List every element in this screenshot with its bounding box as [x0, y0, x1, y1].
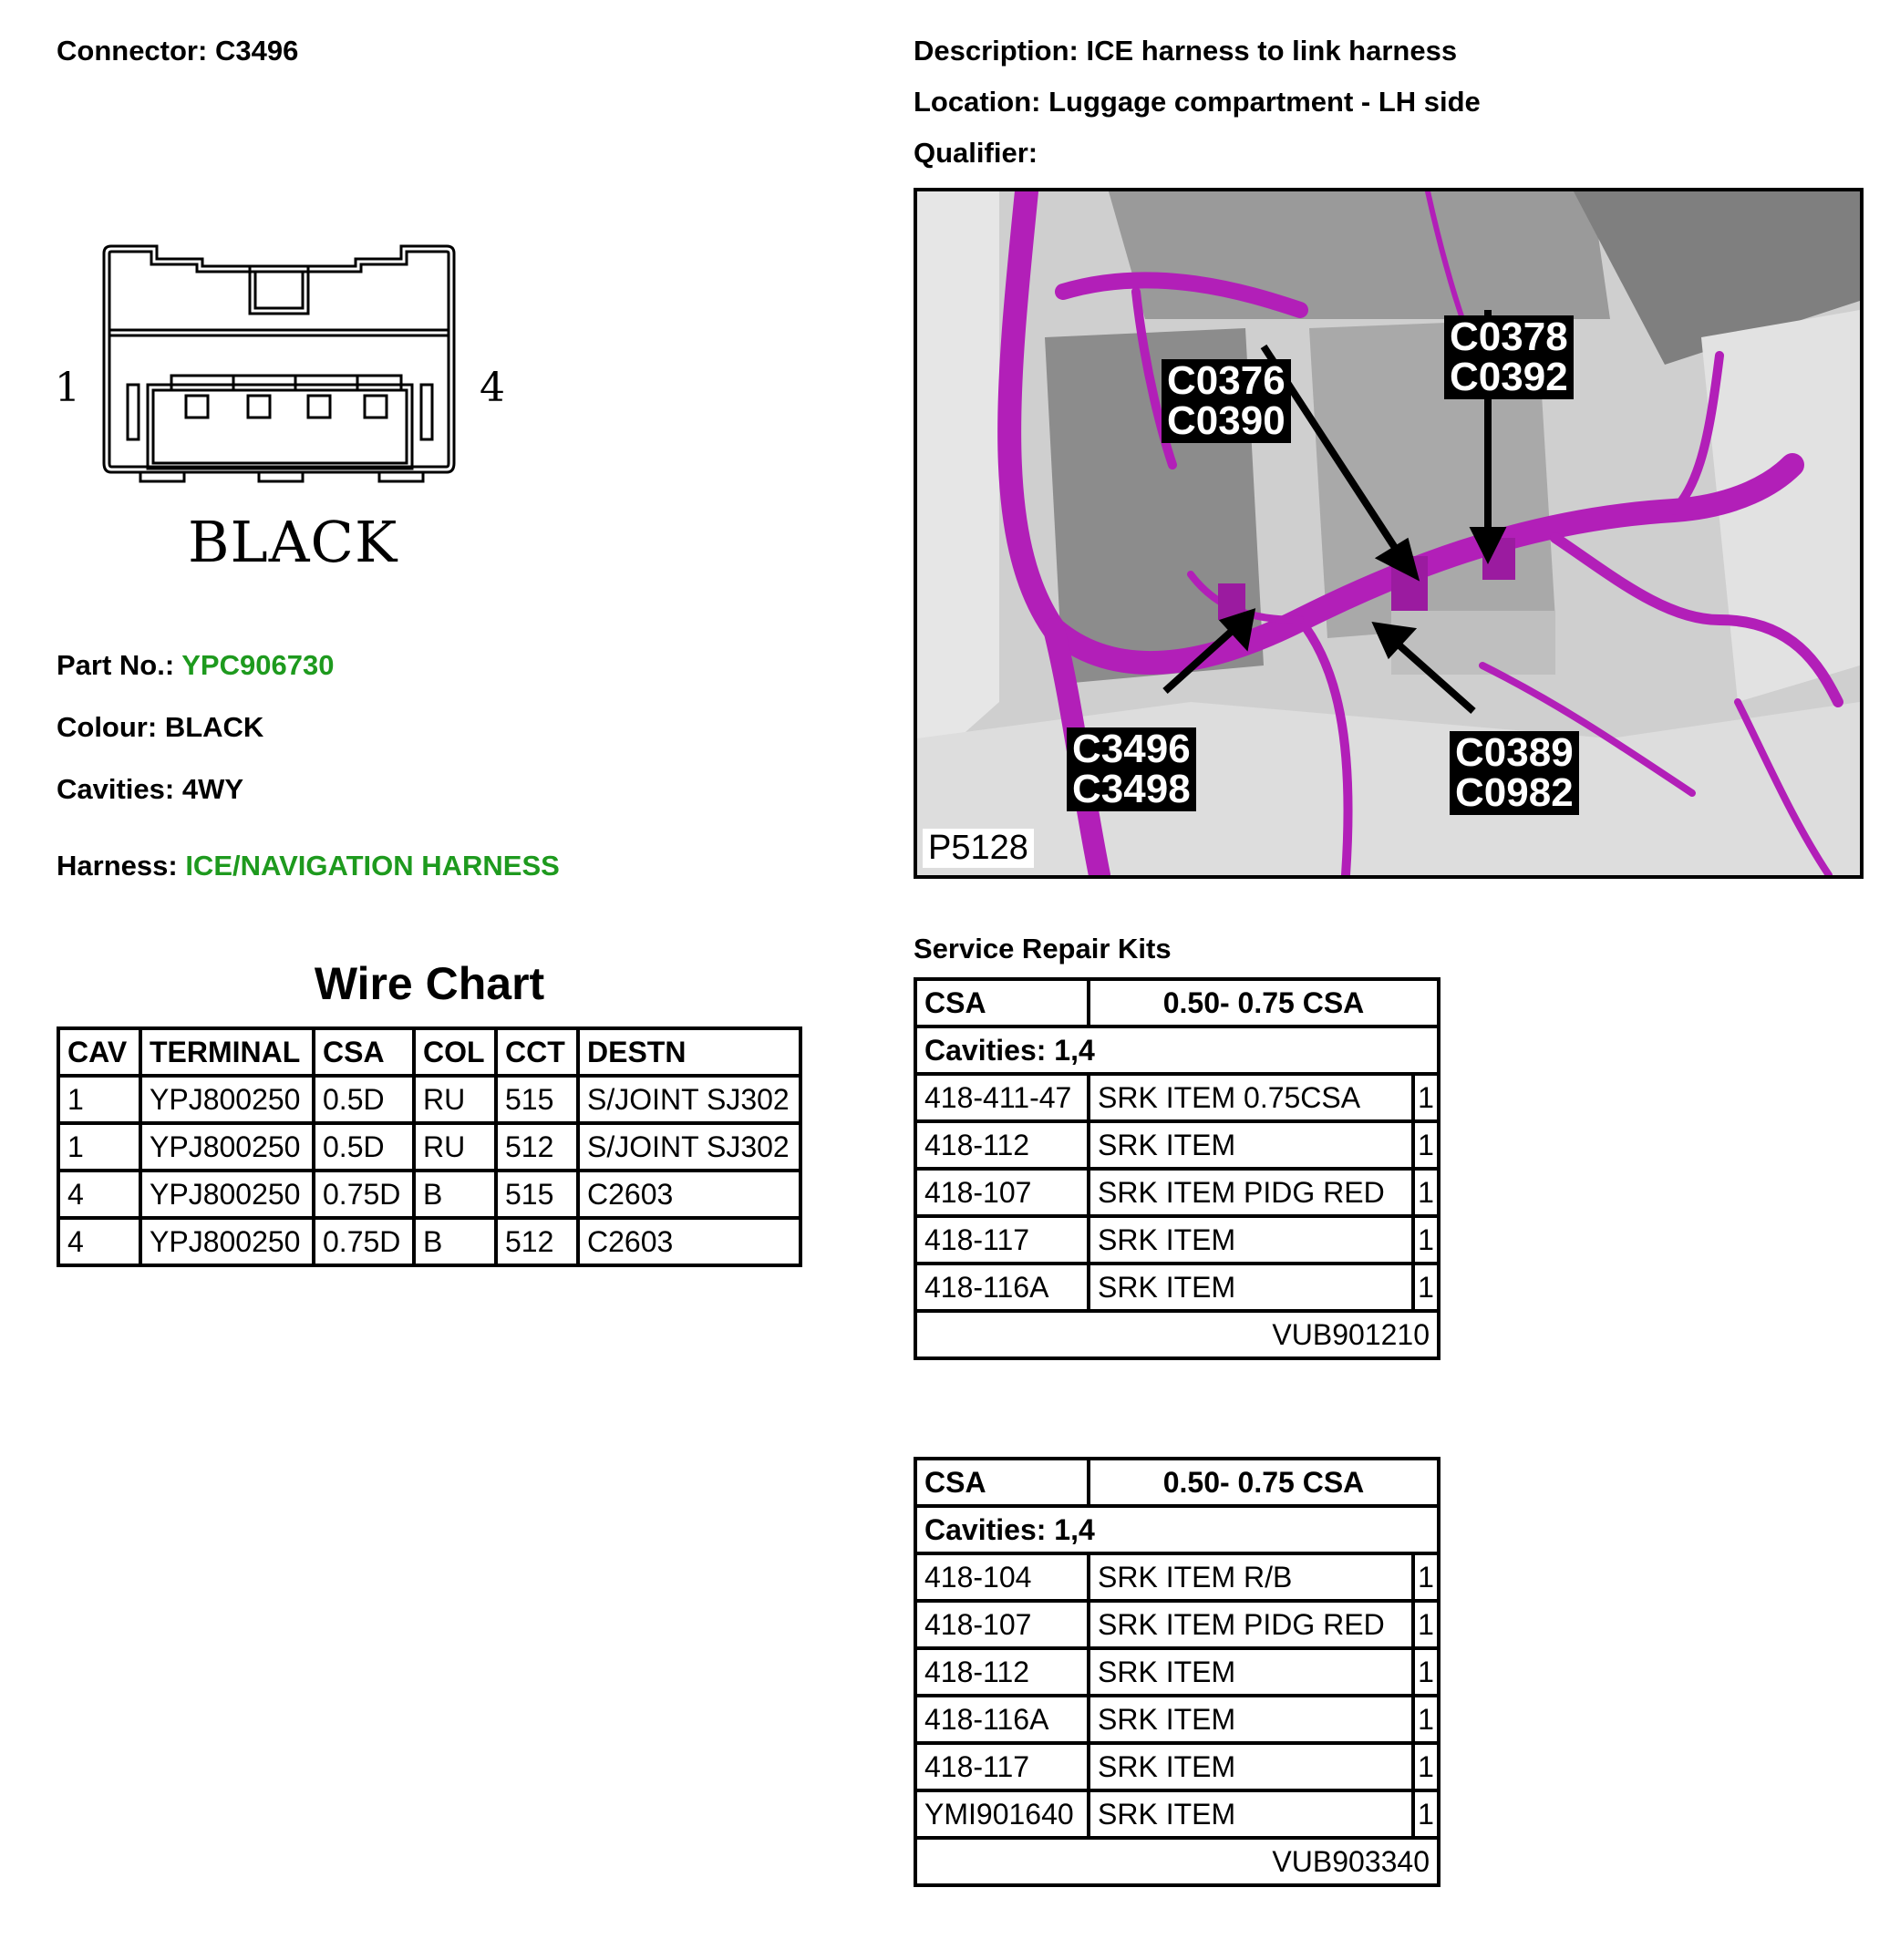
cavities-field: [57, 773, 243, 806]
kit-item-desc: SRK ITEM: [1089, 1696, 1413, 1743]
cell-csa: 0.75D: [314, 1171, 414, 1218]
cell-terminal: YPJ800250: [140, 1171, 314, 1218]
kit-csa-value: 0.50- 0.75 CSA: [1089, 979, 1439, 1026]
callout-c3496: C3496: [1072, 727, 1191, 771]
kit-item-part: 418-411-47: [915, 1074, 1089, 1121]
table-row: [915, 1743, 1439, 1790]
cell-cav: 1: [58, 1076, 140, 1123]
header-col: COL: [414, 1028, 496, 1076]
kit-item-part: 418-112: [915, 1648, 1089, 1696]
cell-col: B: [414, 1218, 496, 1265]
connector-colour-label: BLACK: [188, 509, 398, 575]
wire-chart-table: [57, 1026, 802, 1267]
location-field: [914, 86, 1481, 119]
header-cav: CAV: [58, 1028, 140, 1076]
kit-item-qty: 1: [1413, 1121, 1439, 1169]
qualifier-field: [914, 137, 1038, 170]
table-row: [915, 1169, 1439, 1216]
part-number-field: [57, 649, 334, 682]
location-value: Luggage compartment - LH side: [1048, 86, 1481, 118]
description-value: ICE harness to link harness: [1086, 35, 1458, 67]
kit-item-qty: 1: [1413, 1601, 1439, 1648]
kit-cavities-row: [915, 1506, 1439, 1553]
cell-cct: 512: [496, 1123, 578, 1171]
kit-item-qty: 1: [1413, 1648, 1439, 1696]
cell-terminal: YPJ800250: [140, 1218, 314, 1265]
cavities-label: Cavities:: [57, 773, 175, 805]
connector-field: [57, 35, 298, 67]
kit-item-qty: 1: [1413, 1696, 1439, 1743]
kit-item-qty: 1: [1413, 1790, 1439, 1838]
colour-label: Colour:: [57, 711, 158, 743]
table-row: [58, 1171, 800, 1218]
callout-c0389-c0982[interactable]: [1450, 731, 1579, 815]
kit-cavities-row: [915, 1026, 1439, 1074]
cell-csa: 0.75D: [314, 1218, 414, 1265]
kit-code-row: [915, 1838, 1439, 1885]
kit-item-desc: SRK ITEM: [1089, 1264, 1413, 1311]
header-cct: CCT: [496, 1028, 578, 1076]
kit-cavities: Cavities: 1,4: [915, 1026, 1439, 1074]
cell-col: RU: [414, 1076, 496, 1123]
kit-item-desc: SRK ITEM: [1089, 1216, 1413, 1264]
cell-csa: 0.5D: [314, 1123, 414, 1171]
callout-c0392: C0392: [1450, 355, 1568, 399]
table-row: [915, 1790, 1439, 1838]
callout-c3498: C3498: [1072, 767, 1191, 811]
table-row: [915, 1121, 1439, 1169]
connector-face-diagram: [100, 239, 465, 487]
callout-c0376: C0376: [1167, 358, 1286, 403]
kit-header-row: [915, 979, 1439, 1026]
header-terminal: TERMINAL: [140, 1028, 314, 1076]
colour-value: BLACK: [164, 711, 264, 743]
kit-code: VUB901210: [915, 1311, 1439, 1358]
kit-item-qty: 1: [1413, 1216, 1439, 1264]
connector-value: C3496: [214, 35, 299, 67]
kit-item-part: 418-117: [915, 1743, 1089, 1790]
table-row: [915, 1553, 1439, 1601]
cell-cct: 512: [496, 1218, 578, 1265]
kit-item-part: 418-117: [915, 1216, 1089, 1264]
kit-item-part: 418-116A: [915, 1696, 1089, 1743]
cell-destn: S/JOINT SJ302: [578, 1123, 800, 1171]
kit-item-desc: SRK ITEM: [1089, 1648, 1413, 1696]
harness-field: [57, 850, 560, 882]
kit-item-desc: SRK ITEM 0.75CSA: [1089, 1074, 1413, 1121]
pin-number-right: 4: [480, 365, 505, 411]
kit-cavities: Cavities: 1,4: [915, 1506, 1439, 1553]
cell-csa: 0.5D: [314, 1076, 414, 1123]
callout-c3496-c3498[interactable]: [1067, 727, 1196, 811]
callout-c0982: C0982: [1455, 770, 1574, 815]
colour-field: [57, 711, 263, 744]
cell-destn: S/JOINT SJ302: [578, 1076, 800, 1123]
cell-col: RU: [414, 1123, 496, 1171]
connector-location-photo: [914, 188, 1864, 879]
description-field: [914, 35, 1457, 67]
wire-chart-title: Wire Chart: [314, 958, 545, 1009]
kit-item-qty: 1: [1413, 1553, 1439, 1601]
kit-item-desc: SRK ITEM: [1089, 1790, 1413, 1838]
cell-destn: C2603: [578, 1218, 800, 1265]
table-row: [915, 1264, 1439, 1311]
kit-csa-label: CSA: [915, 979, 1089, 1026]
callout-c0378-c0392[interactable]: [1444, 315, 1574, 399]
cell-cav: 1: [58, 1123, 140, 1171]
table-row: [915, 1601, 1439, 1648]
repair-kit-table-1: [914, 977, 1440, 1360]
table-row: [915, 1216, 1439, 1264]
kit-code: VUB903340: [915, 1838, 1439, 1885]
header-csa: CSA: [314, 1028, 414, 1076]
callout-c0378: C0378: [1450, 315, 1568, 359]
repair-kit-table-2: [914, 1457, 1440, 1887]
qualifier-label: Qualifier:: [914, 137, 1038, 169]
cell-cct: 515: [496, 1171, 578, 1218]
cell-col: B: [414, 1171, 496, 1218]
service-repair-kits-title: Service Repair Kits: [914, 933, 1172, 965]
wire-chart-header-row: [58, 1028, 800, 1076]
kit-code-row: [915, 1311, 1439, 1358]
kit-csa-value: 0.50- 0.75 CSA: [1089, 1459, 1439, 1506]
kit-item-part: 418-107: [915, 1601, 1089, 1648]
description-label: Description:: [914, 35, 1079, 67]
callout-c0390: C0390: [1167, 398, 1286, 443]
kit-item-part: 418-107: [915, 1169, 1089, 1216]
kit-header-row: [915, 1459, 1439, 1506]
header-destn: DESTN: [578, 1028, 800, 1076]
callout-c0389: C0389: [1455, 730, 1574, 775]
kit-item-desc: SRK ITEM PIDG RED: [1089, 1169, 1413, 1216]
cell-cav: 4: [58, 1171, 140, 1218]
kit-item-desc: SRK ITEM R/B: [1089, 1553, 1413, 1601]
picture-id: P5128: [923, 829, 1034, 868]
kit-item-part: 418-104: [915, 1553, 1089, 1601]
harness-illustration: [917, 191, 1860, 875]
table-row: [915, 1696, 1439, 1743]
part-number-label: Part No.:: [57, 649, 175, 681]
cell-cct: 515: [496, 1076, 578, 1123]
kit-item-part: 418-112: [915, 1121, 1089, 1169]
table-row: [58, 1218, 800, 1265]
kit-item-qty: 1: [1413, 1743, 1439, 1790]
part-number-value[interactable]: YPC906730: [181, 649, 335, 681]
pin-number-left: 1: [55, 365, 80, 411]
cell-terminal: YPJ800250: [140, 1123, 314, 1171]
kit-item-part: 418-116A: [915, 1264, 1089, 1311]
callout-c0376-c0390[interactable]: [1162, 359, 1291, 443]
kit-item-qty: 1: [1413, 1169, 1439, 1216]
cavities-value: 4WY: [181, 773, 244, 805]
kit-item-desc: SRK ITEM: [1089, 1743, 1413, 1790]
table-row: [915, 1648, 1439, 1696]
connector-label: Connector:: [57, 35, 208, 67]
table-row: [58, 1123, 800, 1171]
kit-item-qty: 1: [1413, 1264, 1439, 1311]
kit-item-desc: SRK ITEM PIDG RED: [1089, 1601, 1413, 1648]
kit-item-desc: SRK ITEM: [1089, 1121, 1413, 1169]
location-label: Location:: [914, 86, 1041, 118]
table-row: [915, 1074, 1439, 1121]
cell-cav: 4: [58, 1218, 140, 1265]
kit-item-part: YMI901640: [915, 1790, 1089, 1838]
cell-terminal: YPJ800250: [140, 1076, 314, 1123]
harness-label: Harness:: [57, 850, 178, 882]
table-row: [58, 1076, 800, 1123]
kit-csa-label: CSA: [915, 1459, 1089, 1506]
kit-item-qty: 1: [1413, 1074, 1439, 1121]
cell-destn: C2603: [578, 1171, 800, 1218]
harness-value[interactable]: ICE/NAVIGATION HARNESS: [185, 850, 560, 882]
